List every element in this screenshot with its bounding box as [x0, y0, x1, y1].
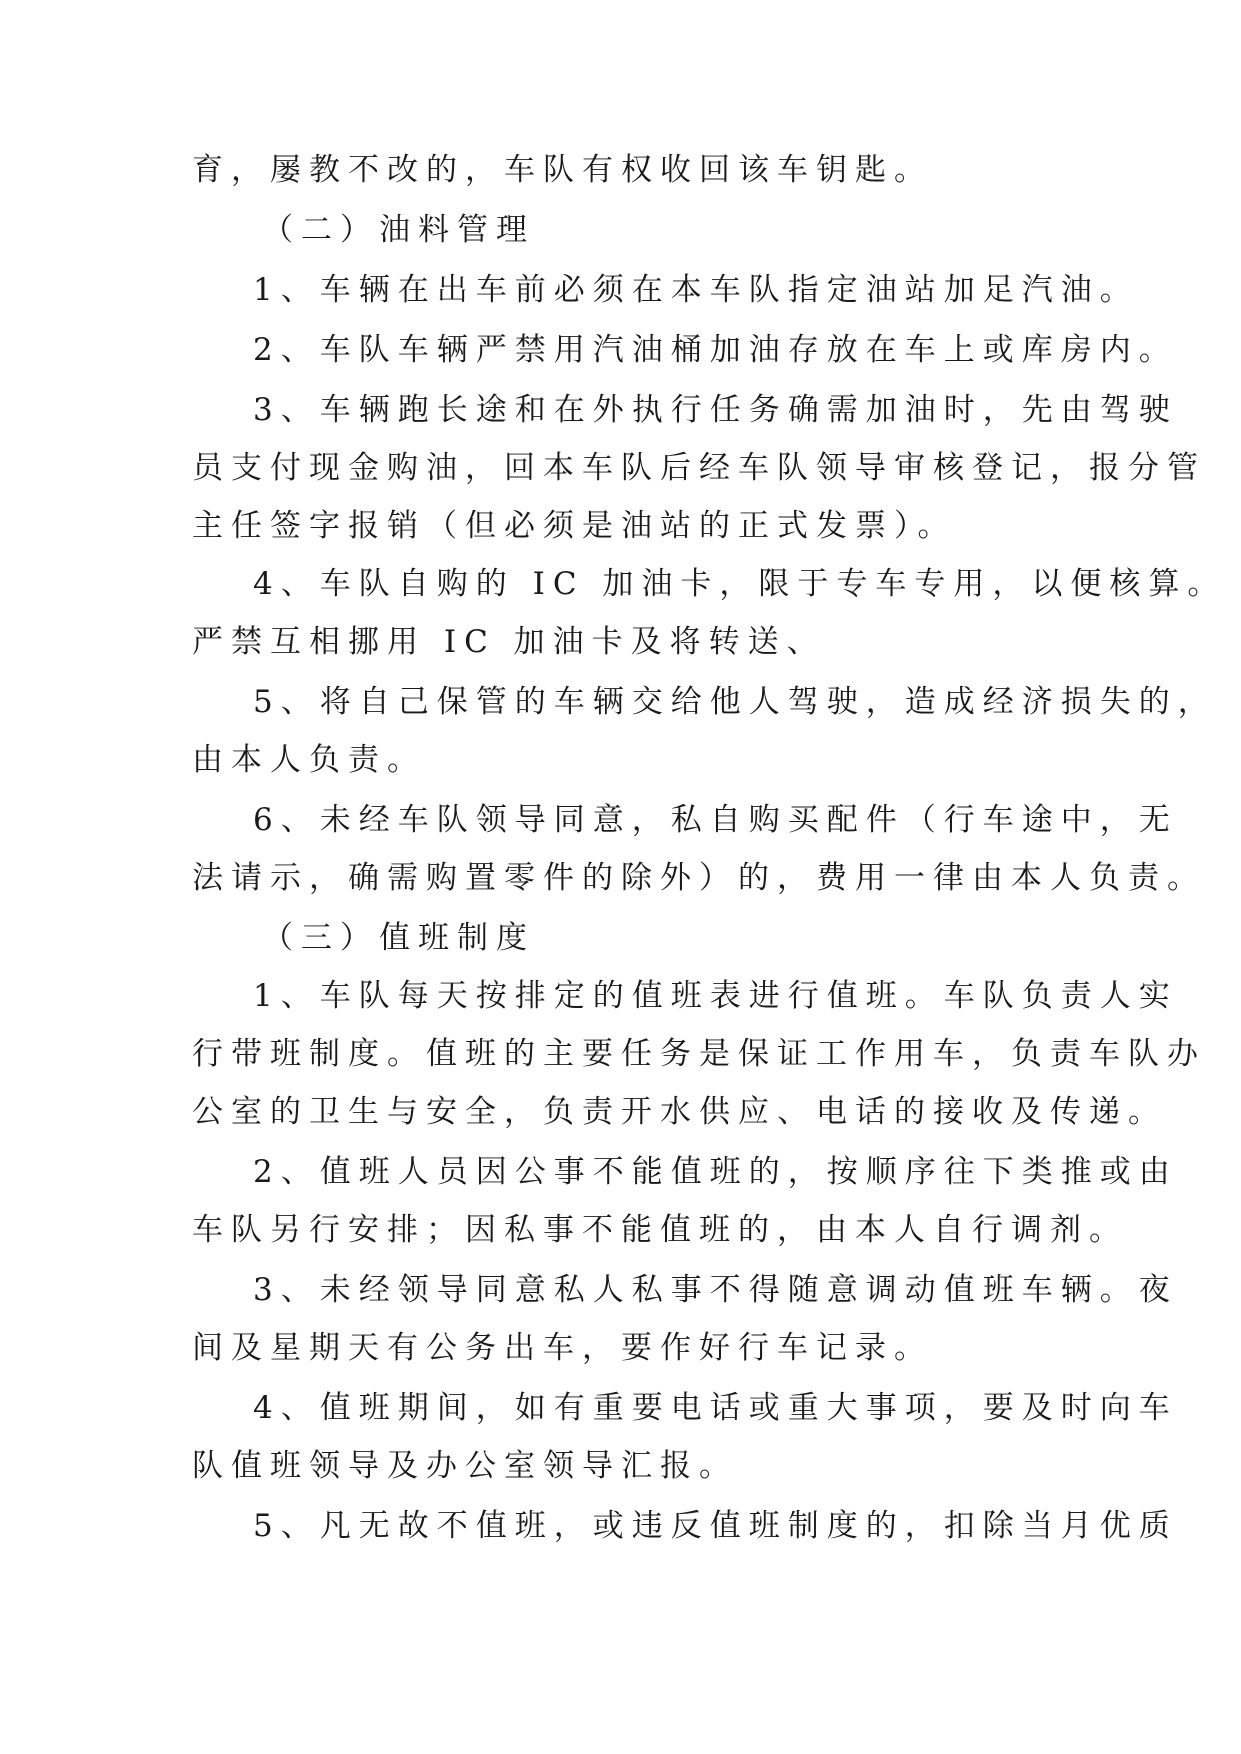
- text-line: 4、值班期间，如有重要电话或重大事项，要及时向车: [253, 1390, 1178, 1426]
- text-line: 6、未经车队领导同意，私自购买配件（行车途中，无: [253, 802, 1178, 838]
- text-line: 1、车队每天按排定的值班表进行值班。车队负责人实: [253, 978, 1178, 1014]
- section-heading-fuel: （二）油料管理: [262, 212, 535, 248]
- text-line: 3、车辆跑长途和在外执行任务确需加油时，先由驾驶: [253, 392, 1178, 428]
- text-line: 车队另行安排；因私事不能值班的，由本人自行调剂。: [192, 1212, 1128, 1248]
- text-line: 间及星期天有公务出车，要作好行车记录。: [192, 1330, 933, 1366]
- text-line: 育，屡教不改的，车队有权收回该车钥匙。: [192, 152, 933, 188]
- section-heading-duty: （三）值班制度: [262, 920, 535, 956]
- text-line: 5、将自己保管的车辆交给他人驾驶，造成经济损失的，: [253, 684, 1217, 720]
- text-line: 队值班领导及办公室领导汇报。: [192, 1448, 738, 1484]
- text-line: 严禁互相挪用 IC 加油卡及将转送、: [192, 624, 826, 660]
- text-line: 2、值班人员因公事不能值班的，按顺序往下类推或由: [253, 1154, 1178, 1190]
- text-line: 法请示，确需购置零件的除外）的，费用一律由本人负责。: [192, 860, 1206, 896]
- text-line: 行带班制度。值班的主要任务是保证工作用车，负责车队办: [192, 1036, 1206, 1072]
- text-line: 员支付现金购油，回本车队后经车队领导审核登记，报分管: [192, 450, 1206, 486]
- text-line: 1、车辆在出车前必须在本车队指定油站加足汽油。: [253, 272, 1139, 308]
- text-line: 3、未经领导同意私人私事不得随意调动值班车辆。夜: [253, 1272, 1178, 1308]
- text-line: 由本人负责。: [192, 742, 426, 778]
- text-line: 公室的卫生与安全，负责开水供应、电话的接收及传递。: [192, 1094, 1167, 1130]
- text-line: 2、车队车辆严禁用汽油桶加油存放在车上或库房内。: [253, 332, 1178, 368]
- text-line: 主任签字报销（但必须是油站的正式发票）。: [192, 508, 957, 544]
- text-line: 5、凡无故不值班，或违反值班制度的，扣除当月优质: [253, 1508, 1178, 1544]
- text-line: 4、车队自购的 IC 加油卡，限于专车专用，以便核算。: [253, 566, 1227, 602]
